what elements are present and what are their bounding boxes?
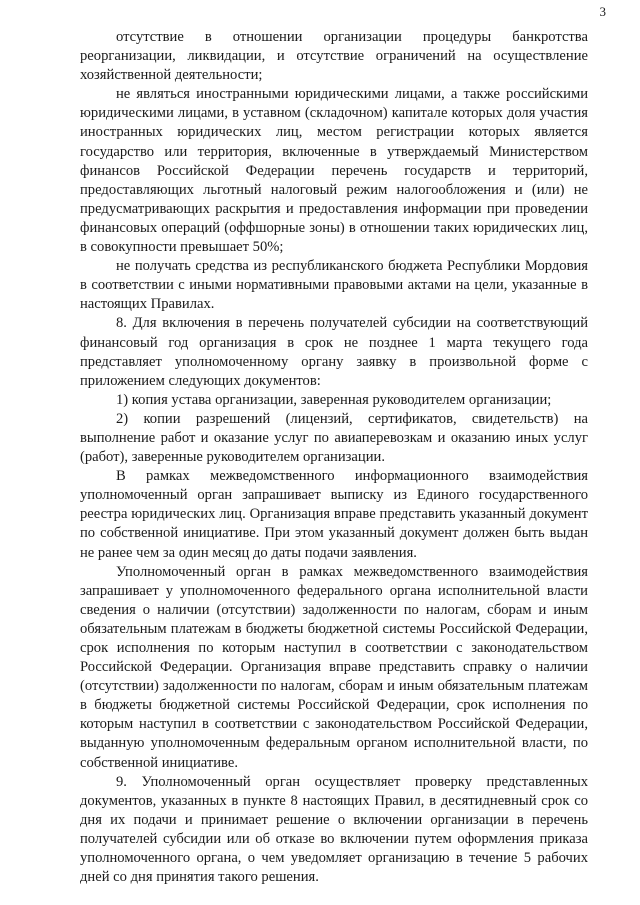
paragraph-doc-2: 2) копии разрешений (лицензий, сертификатов, свидетельств) на выполнение работ и оказание услуг по авиаперевозкам и оказанию иных услуг (работ), заверенные руководителем организации. <box>80 410 588 466</box>
paragraph-registry-extract: В рамках межведомственного информационного взаимодействия уполномоченный орган запрашивает выписку из Единого государственного реестра юридических лиц. Организация вправе представить указанный документ по собственной инициативе. При этом указанный документ должен быть выдан не ранее чем за один месяц до даты подачи заявления. <box>80 468 588 561</box>
paragraph-item-9: 9. Уполномоченный орган осуществляет проверку представленных документов, указанных в пункте 8 настоящих Правил, в десятидневный срок со дня их подачи и принимает решение о включении организации в перечень получателей субсидии или об отказе во включении путем оформления приказа уполномоченного органа, о чем уведомляет организацию в течение 5 рабочих дней со дня принятия такого решения. <box>80 773 588 886</box>
paragraph-bankruptcy: отсутствие в отношении организации процедуры банкротства реорганизации, ликвидации, и отсутствие ограничений на осуществление хозяйственной деятельности; <box>80 29 588 84</box>
paragraph-tax-debt: Уполномоченный орган в рамках межведомственного взаимодействия запрашивает у уполномоченного федерального органа исполнительной власти сведения о наличии (отсутствии) задолженности по налогам, сборам и иным обязательным платежам в бюджеты бюджетной системы Российской Федерации, срок исполнения по которым наступил в соответствии с законодательством Российской Федерации. Организация вправе представить справку о наличии (отсутствии) задолженности по налогам, сборам и иным обязательным платежам в бюджеты бюджетной системы Российской Федерации, срок исполнения по которым наступил в соответствии с законодательством Российской Федерации, выданную уполномоченным федеральным органом исполнительной власти, по собственной инициативе. <box>80 563 588 771</box>
paragraph-doc-1: 1) копия устава организации, заверенная руководителем организации; <box>116 391 552 408</box>
paragraph-budget-funds: не получать средства из республиканского бюджета Республики Мордовия в соответствии с иными нормативными правовыми актами на цели, указанные в настоящих Правилах. <box>80 258 588 313</box>
paragraph-foreign-entities: не являться иностранными юридическими лицами, а также российскими юридическими лицами, в уставном (складочном) капитале которых доля участия иностранных юридических лиц, местом регистрации которых является государство или территория, включенные в утверждаемый Министерством финансов Российской Федерации перечень государств и территорий, предоставляющих льготный налоговый режим налогообложения и (или) не предусматривающих раскрытия и предоставления информации при проведении финансовых операций (оффшорные зоны) в отношении таких юридических лиц, в совокупности превышает 50%; <box>80 86 588 256</box>
page-number: 3 <box>599 4 606 19</box>
paragraph-item-8: 8. Для включения в перечень получателей субсидии на соответствующий финансовый год организация в срок не позднее 1 марта текущего года представляет уполномоченному органу заявку в произвольной форме с приложением следующих документов: <box>80 315 588 389</box>
document-body <box>80 28 588 887</box>
